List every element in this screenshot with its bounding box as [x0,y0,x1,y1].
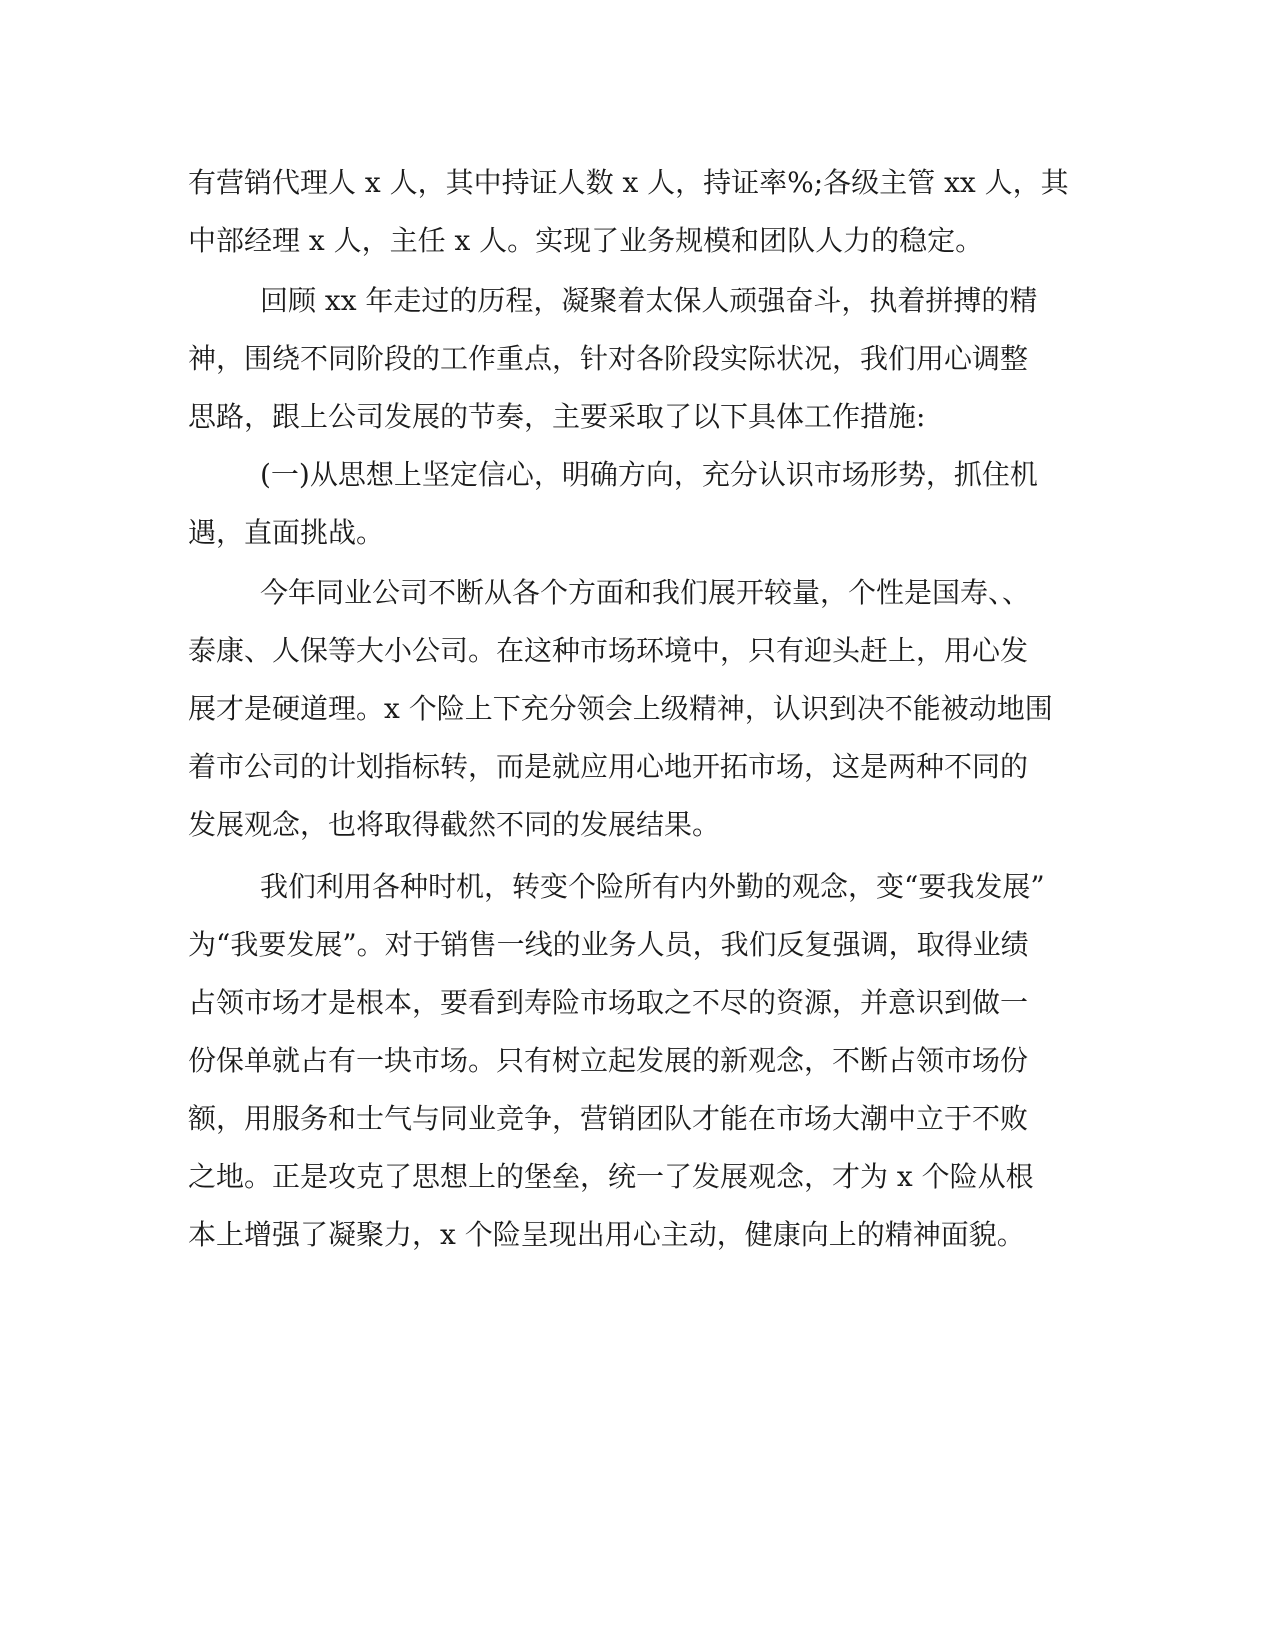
paragraph-5-line-2: 为“我要发展”。对于销售一线的业务人员，我们反复强调，取得业绩 [188,928,1029,961]
paragraph-5-line-6: 之地。正是攻克了思想上的堡垒，统一了发展观念，才为 x 个险从根 [188,1160,1034,1193]
paragraph-4-line-2: 泰康、人保等大小公司。在这种市场环境中，只有迎头赶上，用心发 [188,634,1029,667]
paragraph-2-line-3: 思路，跟上公司发展的节奏，主要采取了以下具体工作措施: [188,400,926,433]
paragraph-4-line-3: 展才是硬道理。x 个险上下充分领会上级精神，认识到决不能被动地围 [188,692,1053,725]
paragraph-4-line-4: 着市公司的计划指标转，而是就应用心地开拓市场，这是两种不同的 [188,750,1029,783]
paragraph-5-line-7: 本上增强了凝聚力，x 个险呈现出用心主动，健康向上的精神面貌。 [188,1218,1025,1251]
paragraph-2-line-1: 回顾 xx 年走过的历程，凝聚着太保人顽强奋斗，执着拼搏的精 [260,284,1038,317]
paragraph-5-line-5: 额，用服务和士气与同业竞争，营销团队才能在市场大潮中立于不败 [188,1102,1029,1135]
paragraph-4-line-1: 今年同业公司不断从各个方面和我们展开较量，个性是国寿、、 [260,576,1031,609]
paragraph-5-line-3: 占领市场才是根本，要看到寿险市场取之不尽的资源，并意识到做一 [188,986,1029,1019]
paragraph-3-line-1: (一)从思想上坚定信心，明确方向，充分认识市场形势，抓住机 [260,458,1038,491]
paragraph-5-line-1: 我们利用各种时机，转变个险所有内外勤的观念，变“要我发展” [260,870,1045,903]
paragraph-1-line-2: 中部经理 x 人，主任 x 人。实现了业务规模和团队人力的稳定。 [188,224,984,257]
paragraph-4-line-5: 发展观念，也将取得截然不同的发展结果。 [188,808,721,841]
paragraph-1-line-1: 有营销代理人 x 人，其中持证人数 x 人，持证率%;各级主管 xx 人，其 [188,166,1069,199]
paragraph-5-line-4: 份保单就占有一块市场。只有树立起发展的新观念，不断占领市场份 [188,1044,1029,1077]
paragraph-3-line-2: 遇，直面挑战。 [188,516,385,549]
paragraph-2-line-2: 神，围绕不同阶段的工作重点，针对各阶段实际状况，我们用心调整 [188,342,1029,375]
